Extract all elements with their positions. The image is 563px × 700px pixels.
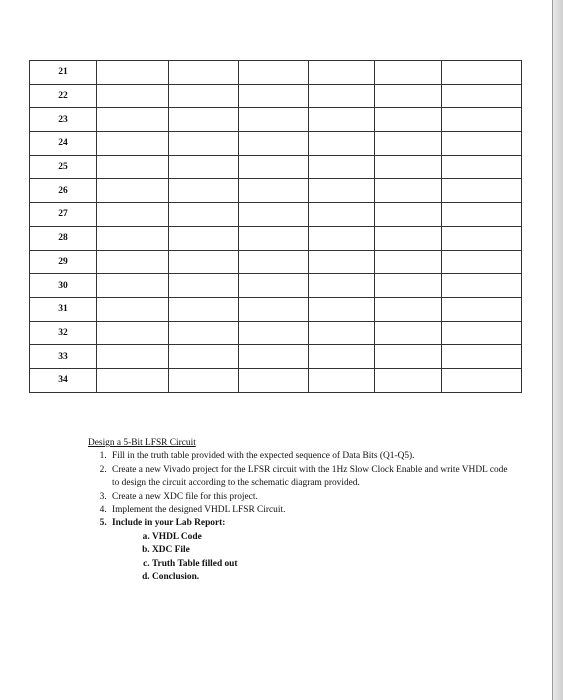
- empty-cell: [239, 179, 309, 203]
- empty-cell: [97, 297, 169, 321]
- empty-cell: [309, 321, 375, 345]
- empty-cell: [375, 297, 442, 321]
- empty-cell: [309, 155, 375, 179]
- empty-cell: [169, 250, 239, 274]
- row-number: 25: [30, 155, 97, 179]
- empty-cell: [97, 155, 169, 179]
- empty-cell: [309, 226, 375, 250]
- row-number: 34: [30, 368, 97, 392]
- empty-cell: [309, 297, 375, 321]
- empty-cell: [442, 179, 522, 203]
- instruction-steps: [88, 450, 508, 584]
- page-edge-shadow: [553, 0, 563, 700]
- step-4: 4. Implement the designed VHDL LFSR Circuit.: [109, 504, 508, 517]
- empty-cell: [239, 155, 309, 179]
- empty-cell: [442, 274, 522, 298]
- empty-cell: [309, 179, 375, 203]
- empty-cell: [97, 84, 169, 108]
- empty-cell: [169, 226, 239, 250]
- row-number: 26: [30, 179, 97, 203]
- table-row: [30, 84, 522, 108]
- empty-cell: [239, 250, 309, 274]
- instructions-block: [88, 437, 508, 584]
- table-row: [30, 274, 522, 298]
- empty-cell: [375, 226, 442, 250]
- empty-cell: [239, 61, 309, 85]
- empty-cell: [375, 155, 442, 179]
- empty-cell: [375, 274, 442, 298]
- empty-cell: [442, 368, 522, 392]
- empty-cell: [169, 274, 239, 298]
- step-2: 2. Create a new Vivado project for the LFSR circuit with the 1Hz Slow Clock Enable and write VHDL code to design the circuit according to the schematic diagram provided.: [109, 464, 508, 491]
- empty-cell: [169, 368, 239, 392]
- empty-cell: [97, 368, 169, 392]
- empty-cell: [239, 274, 309, 298]
- empty-cell: [309, 368, 375, 392]
- empty-cell: [169, 297, 239, 321]
- empty-cell: [309, 274, 375, 298]
- table-row: [30, 203, 522, 227]
- table-row: [30, 345, 522, 369]
- table-row: [30, 321, 522, 345]
- empty-cell: [442, 108, 522, 132]
- step-5: [109, 517, 508, 584]
- empty-cell: [169, 61, 239, 85]
- row-number: 27: [30, 203, 97, 227]
- empty-cell: [169, 84, 239, 108]
- empty-cell: [169, 345, 239, 369]
- instructions-title: Design a 5-Bit LFSR Circuit: [88, 438, 196, 448]
- empty-cell: [442, 61, 522, 85]
- empty-cell: [239, 84, 309, 108]
- row-number: 21: [30, 61, 97, 85]
- table-row: [30, 179, 522, 203]
- empty-cell: [239, 132, 309, 156]
- empty-cell: [375, 345, 442, 369]
- table-row: [30, 226, 522, 250]
- table-row: [30, 108, 522, 132]
- empty-cell: [169, 321, 239, 345]
- table-row: [30, 61, 522, 85]
- row-number: 31: [30, 297, 97, 321]
- empty-cell: [442, 297, 522, 321]
- empty-cell: [97, 226, 169, 250]
- report-item-vhdl: a. VHDL Code: [152, 531, 508, 544]
- row-number: 32: [30, 321, 97, 345]
- empty-cell: [239, 203, 309, 227]
- row-number: 22: [30, 84, 97, 108]
- empty-cell: [442, 84, 522, 108]
- report-items: [112, 531, 508, 585]
- empty-cell: [375, 321, 442, 345]
- empty-cell: [169, 203, 239, 227]
- empty-cell: [97, 132, 169, 156]
- row-number: 23: [30, 108, 97, 132]
- empty-cell: [375, 203, 442, 227]
- empty-cell: [375, 179, 442, 203]
- row-number: 24: [30, 132, 97, 156]
- report-item-xdc: b. XDC File: [152, 544, 508, 557]
- empty-cell: [309, 250, 375, 274]
- empty-cell: [375, 132, 442, 156]
- empty-cell: [309, 84, 375, 108]
- empty-cell: [442, 203, 522, 227]
- empty-cell: [239, 368, 309, 392]
- empty-cell: [169, 179, 239, 203]
- empty-cell: [169, 155, 239, 179]
- empty-cell: [239, 108, 309, 132]
- step-3: 3. Create a new XDC file for this project.: [109, 491, 508, 504]
- empty-cell: [375, 250, 442, 274]
- empty-cell: [309, 61, 375, 85]
- report-item-conclusion: d. Conclusion.: [152, 571, 508, 584]
- empty-cell: [375, 108, 442, 132]
- empty-cell: [97, 108, 169, 132]
- empty-cell: [97, 203, 169, 227]
- empty-cell: [375, 84, 442, 108]
- empty-cell: [169, 108, 239, 132]
- row-number: 30: [30, 274, 97, 298]
- empty-cell: [442, 226, 522, 250]
- empty-cell: [97, 250, 169, 274]
- step-1: 1. Fill in the truth table provided with the expected sequence of Data Bits (Q1-Q5).: [109, 450, 508, 463]
- row-number: 28: [30, 226, 97, 250]
- empty-cell: [442, 321, 522, 345]
- row-number: 33: [30, 345, 97, 369]
- empty-cell: [309, 345, 375, 369]
- truth-table: [29, 60, 522, 393]
- empty-cell: [442, 250, 522, 274]
- table-row: [30, 297, 522, 321]
- empty-cell: [97, 61, 169, 85]
- step-5-label: Include in your Lab Report:: [112, 518, 226, 529]
- table-row: [30, 132, 522, 156]
- empty-cell: [239, 297, 309, 321]
- empty-cell: [97, 274, 169, 298]
- empty-cell: [169, 132, 239, 156]
- empty-cell: [97, 321, 169, 345]
- empty-cell: [309, 132, 375, 156]
- empty-cell: [375, 368, 442, 392]
- empty-cell: [239, 226, 309, 250]
- empty-cell: [239, 321, 309, 345]
- empty-cell: [375, 61, 442, 85]
- empty-cell: [239, 345, 309, 369]
- table-row: [30, 250, 522, 274]
- table-row: [30, 368, 522, 392]
- empty-cell: [97, 345, 169, 369]
- empty-cell: [442, 155, 522, 179]
- table-row: [30, 155, 522, 179]
- empty-cell: [309, 108, 375, 132]
- report-item-truth-table: c. Truth Table filled out: [152, 558, 508, 571]
- empty-cell: [442, 132, 522, 156]
- empty-cell: [309, 203, 375, 227]
- empty-cell: [97, 179, 169, 203]
- empty-cell: [442, 345, 522, 369]
- row-number: 29: [30, 250, 97, 274]
